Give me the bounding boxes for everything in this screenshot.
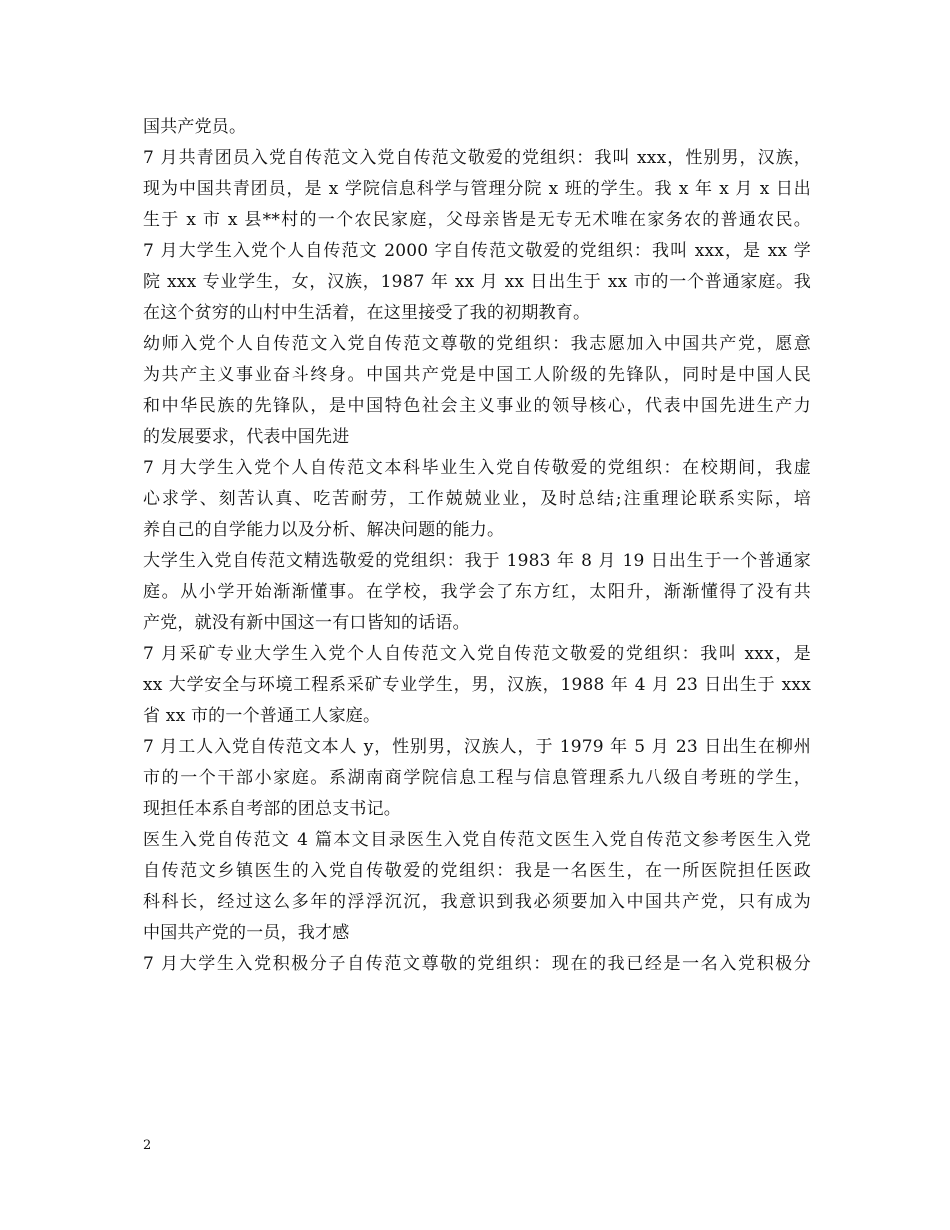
text-line: 大学生入党自传范文精选敬爱的党组织：我于 1983 年 8 月 19 日出生于一个普通家 (143, 551, 811, 571)
text-line: 产党，就没有新中国这一有口皆知的话语。 (143, 613, 470, 633)
text-line: 庭。从小学开始渐渐懂事。在学校，我学会了东方红，太阳升，渐渐懂得了没有共 (143, 582, 811, 602)
text-line: 养自己的自学能力以及分析、解决问题的能力。 (143, 520, 505, 540)
text-line: 和中华民族的先锋队，是中国特色社会主义事业的领导核心，代表中国先进生产力 (143, 396, 811, 416)
text-line: 院 xxx 专业学生，女，汉族，1987 年 xx 月 xx 日出生于 xx 市的一个普通家庭。我 (143, 272, 811, 292)
text-line: 自传范文乡镇医生的入党自传敬爱的党组织：我是一名医生，在一所医院担任医政 (143, 861, 811, 881)
text-line: 7 月共青团员入党自传范文入党自传范文敬爱的党组织：我叫 xxx，性别男，汉族， (143, 148, 811, 168)
text-line: 国共产党员。 (143, 117, 247, 137)
text-line: 7 月大学生入党积极分子自传范文尊敬的党组织：现在的我已经是一名入党积极分 (143, 954, 811, 974)
text-line: 科科长，经过这么多年的浮浮沉沉，我意识到我必须要加入中国共产党，只有成为 (143, 892, 811, 912)
text-line: 在这个贫穷的山村中生活着，在这里接受了我的初期教育。 (143, 303, 591, 323)
text-line: xx 大学安全与环境工程系采矿专业学生，男，汉族，1988 年 4 月 23 日出生于 xxx (143, 675, 811, 695)
text-line: 中国共产党的一员，我才感 (143, 923, 350, 943)
text-line: 幼师入党个人自传范文入党自传范文尊敬的党组织：我志愿加入中国共产党，愿意 (143, 334, 811, 354)
text-line: 市的一个干部小家庭。系湖南商学院信息工程与信息管理系九八级自考班的学生， (143, 768, 811, 788)
text-line: 的发展要求，代表中国先进 (143, 427, 350, 447)
text-line: 7 月大学生入党个人自传范文本科毕业生入党自传敬爱的党组织：在校期间，我虚 (143, 458, 811, 478)
text-line: 7 月采矿专业大学生入党个人自传范文入党自传范文敬爱的党组织：我叫 xxx，是 (143, 644, 811, 664)
text-line: 为共产主义事业奋斗终身。中国共产党是中国工人阶级的先锋队，同时是中国人民 (143, 365, 811, 385)
page-number: 2 (143, 1138, 152, 1153)
text-line: 现担任本系自考部的团总支书记。 (143, 799, 401, 819)
text-line: 心求学、刻苦认真、吃苦耐劳，工作兢兢业业，及时总结;注重理论联系实际，培 (143, 489, 811, 509)
text-line: 7 月大学生入党个人自传范文 2000 字自传范文敬爱的党组织：我叫 xxx，是 xx 学 (143, 241, 811, 261)
document-body (143, 112, 811, 980)
text-line: 省 xx 市的一个普通工人家庭。 (143, 706, 381, 726)
text-line: 7 月工人入党自传范文本人 y，性别男，汉族人，于 1979 年 5 月 23 日出生在柳州 (143, 737, 811, 757)
text-line: 生于 x 市 x 县**村的一个农民家庭，父母亲皆是无专无术唯在家务农的普通农民。 (143, 210, 811, 230)
text-line: 现为中国共青团员，是 x 学院信息科学与管理分院 x 班的学生。我 x 年 x 月 x 日出 (143, 179, 811, 199)
text-line: 医生入党自传范文 4 篇本文目录医生入党自传范文医生入党自传范文参考医生入党 (143, 830, 811, 850)
